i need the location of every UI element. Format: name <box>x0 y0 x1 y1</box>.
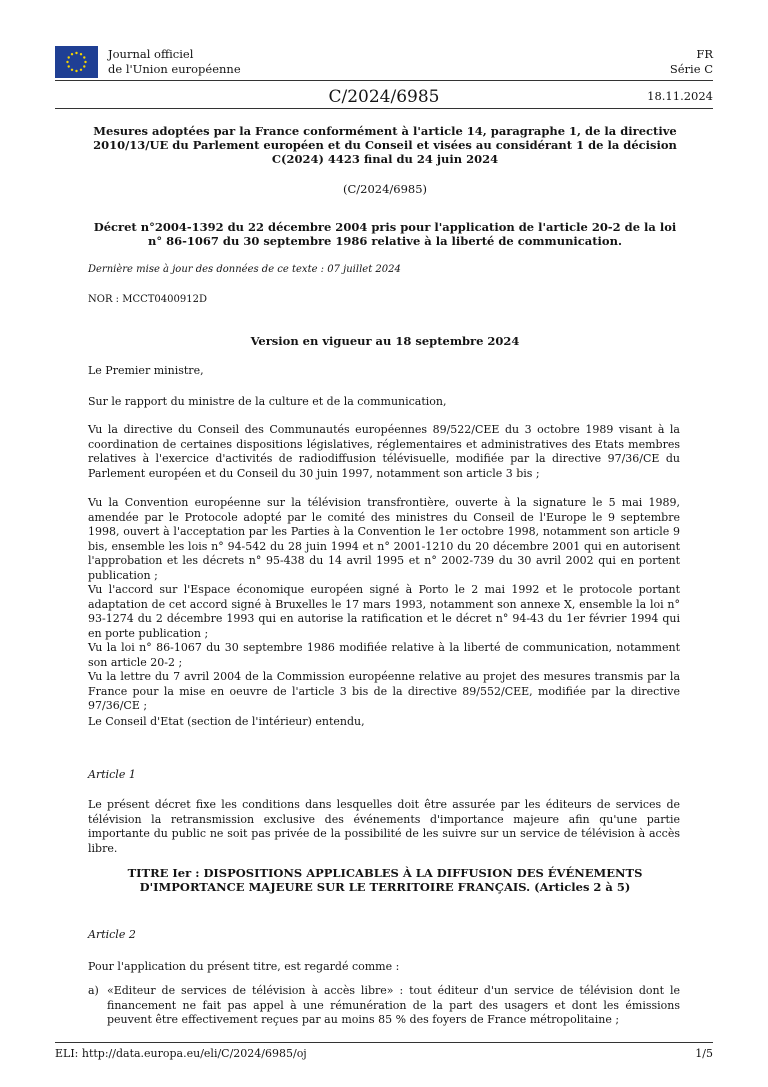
journal-title <box>108 47 241 77</box>
paragraph: Sur le rapport du ministre de la culture et de la communication, <box>88 395 447 408</box>
titre-1-heading: TITRE Ier : DISPOSITIONS APPLICABLES À LA DIFFUSION DES ÉVÉNEMENTS D'IMPORTANCE MAJEURE SUR LE TERRITOIRE FRANÇAIS. (Articles 2 à 5) <box>127 866 643 894</box>
document-number: C/2024/6985 <box>328 87 440 107</box>
list-item-text: «Editeur de services de télévision à accès libre» : tout éditeur d'un service de télévision dont le financement ne fait pas appel à une rémunération de la part des usagers et dont les émissions peuvent être effectivement reçues par au moins 85 % des foyers de France métropolitaine ; <box>107 984 680 1026</box>
eu-star-icon <box>71 53 73 55</box>
journal-title-line2: de l'Union européenne <box>108 62 241 76</box>
eu-star-icon <box>75 70 77 72</box>
footer-divider <box>55 1042 713 1043</box>
eu-star-icon <box>68 56 70 58</box>
eli-link[interactable]: ELI: http://data.europa.eu/eli/C/2024/6985/oj <box>55 1047 307 1060</box>
eu-star-icon <box>66 61 68 63</box>
header-divider-2 <box>55 108 713 109</box>
paragraph: Le Premier ministre, <box>88 364 204 377</box>
journal-title-line1: Journal officiel <box>108 47 194 61</box>
paragraph: Vu la Convention européenne sur la télévision transfrontière, ouverte à la signature le 5 mai 1989, amendée par le Protocole adopté par le comité des ministres du Conseil de l'Europe le 9 septembre 1998, ouvert à l'acceptation par les Parties à la Convention le 1er octobre 1998, notamment son article 9 bis, ensemble les lois n° 94-542 du 28 juin 1994 et n° 2001-1210 du 20 décembre 2001 qui en autorisent l'approbation et les décrets n° 95-438 du 14 avril 1995 et n° 2002-739 du 30 avril 2002 qui en portent publication ; <box>88 496 680 582</box>
eu-star-icon <box>75 52 77 54</box>
page-number: 1/5 <box>695 1047 713 1060</box>
decree-title: Décret n°2004-1392 du 22 décembre 2004 pris pour l'application de l'article 20-2 de la loi n° 86-1067 du 30 septembre 1986 relative à la liberté de communication. <box>93 220 677 248</box>
eu-star-icon <box>68 65 70 67</box>
series-label: Série C <box>669 62 713 76</box>
eu-star-icon <box>80 53 82 55</box>
language-series <box>670 47 713 77</box>
publication-date: 18.11.2024 <box>647 89 713 103</box>
eu-star-icon <box>83 56 85 58</box>
article-2-intro: Pour l'application du présent titre, est regardé comme : <box>88 960 400 973</box>
language-code: FR <box>696 47 713 61</box>
nor-reference: NOR : MCCT0400912D <box>88 294 207 305</box>
version-heading: Version en vigueur au 18 septembre 2024 <box>250 334 520 348</box>
measures-title: Mesures adoptées par la France conformément à l'article 14, paragraphe 1, de la directive 2010/13/UE du Parlement européen et du Conseil et visées au considérant 1 de la décision C(2024) 4423 final du 24 juin 2024 <box>93 124 677 166</box>
list-item-label: a) <box>88 984 99 997</box>
paragraph: Le Conseil d'Etat (section de l'intérieur) entendu, <box>88 715 365 728</box>
eu-flag-icon <box>55 46 98 78</box>
article-1-heading: Article 1 <box>88 768 136 781</box>
paragraph: Vu la lettre du 7 avril 2004 de la Commission européenne relative au projet des mesures transmis par la France pour la mise en oeuvre de l'article 3 bis de la directive 89/552/CEE, modifiée par la directive 97/36/CE ; <box>88 670 680 712</box>
header-divider <box>55 80 713 81</box>
article-2-heading: Article 2 <box>88 928 136 941</box>
paragraph: Vu la loi n° 86-1067 du 30 septembre 1986 modifiée relative à la liberté de communication, notamment son article 20-2 ; <box>88 641 680 669</box>
eu-star-icon <box>83 65 85 67</box>
article-1-text: Le présent décret fixe les conditions dans lesquelles doit être assurée par les éditeurs de services de télévision la retransmission exclusive des événements d'importance majeure afin qu'une partie importante du public ne soit pas privée de la possibilité de les suivre sur un service de télévision à accès libre. <box>88 798 680 855</box>
last-update-note: Dernière mise à jour des données de ce texte : 07 juillet 2024 <box>88 264 401 275</box>
paragraph: Vu la directive du Conseil des Communautés européennes 89/522/CEE du 3 octobre 1989 visant à la coordination de certaines dispositions législatives, réglementaires et administratives des Etats membres relatives à l'exercice d'activités de radiodiffusion télévisuelle, modifiée par la directive 97/36/CE du Parlement européen et du Conseil du 30 juin 1997, notamment son article 3 bis ; <box>88 423 680 480</box>
eu-star-icon <box>71 69 73 71</box>
paragraph: Vu l'accord sur l'Espace économique européen signé à Porto le 2 mai 1992 et le protocole portant adaptation de cet accord signé à Bruxelles le 17 mars 1993, notamment son annexe X, ensemble la loi n° 93-1274 du 2 décembre 1993 qui en autorise la ratification et le décret n° 94-43 du 1er février 1994 qui en porte publication ; <box>88 583 680 640</box>
eu-star-icon <box>84 61 86 63</box>
eu-star-icon <box>80 69 82 71</box>
document-reference: (C/2024/6985) <box>342 182 428 196</box>
